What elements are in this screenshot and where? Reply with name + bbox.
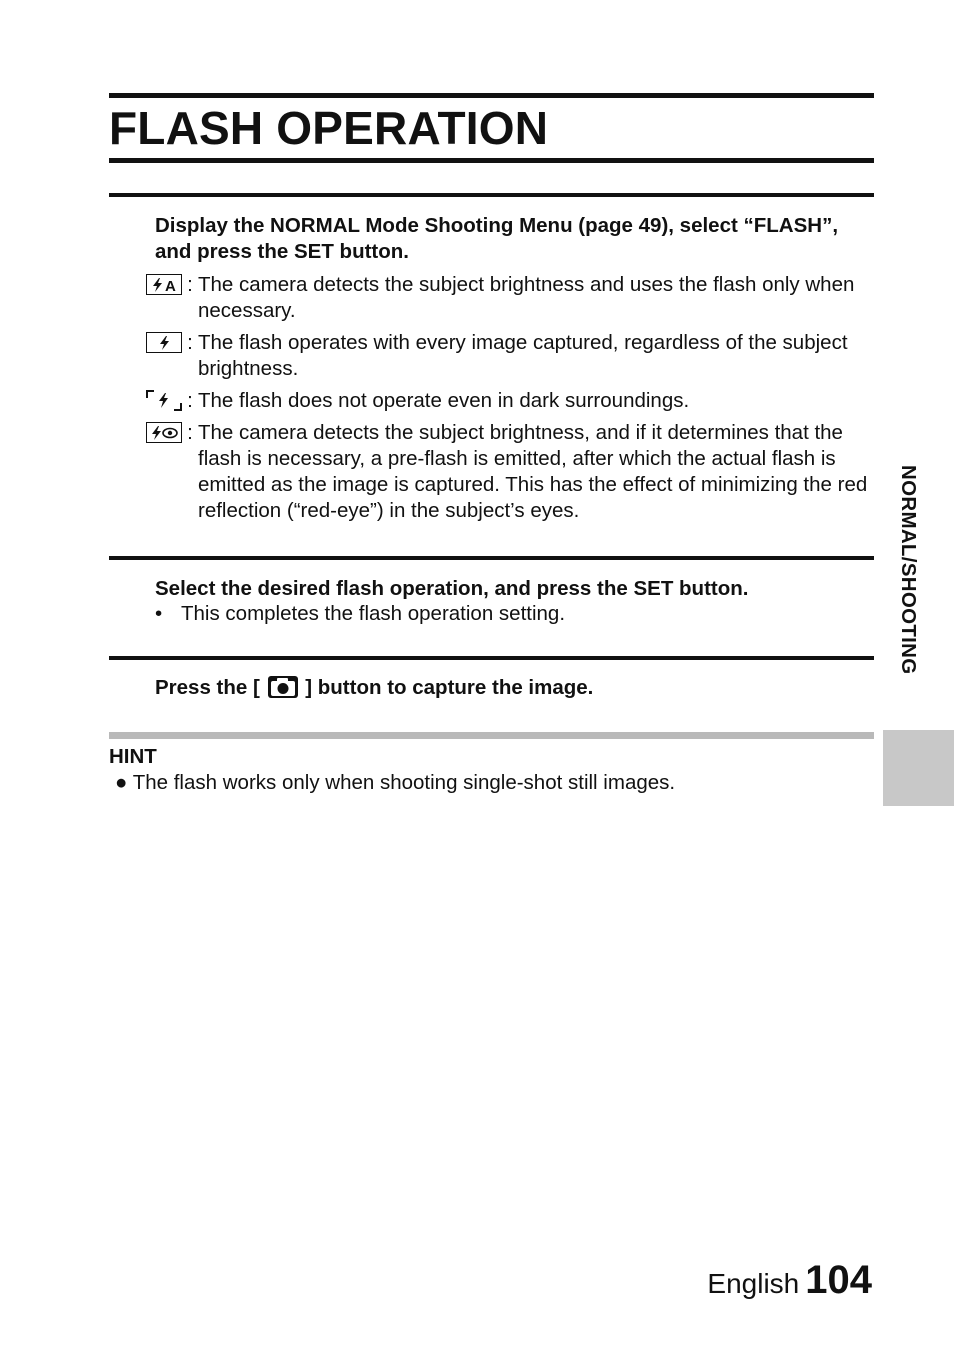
step3-heading-before: Press the [ bbox=[155, 676, 260, 699]
step2-rule bbox=[109, 556, 874, 560]
flash-forced-item: : The flash operates with every image captured, regardless of the subject brightness. bbox=[146, 330, 874, 382]
hint-title: HINT bbox=[109, 745, 157, 768]
step3-heading bbox=[155, 675, 855, 701]
flash-auto-item: A : The camera detects the subject brightness and uses the flash only when necessary. bbox=[146, 272, 874, 324]
flash-forced-icon bbox=[146, 332, 182, 353]
footer-language: English bbox=[707, 1268, 800, 1299]
step2-note-text: This completes the flash operation setting. bbox=[181, 602, 566, 625]
hint-bullet: ● bbox=[115, 771, 128, 794]
flash-forced-description: The flash operates with every image captured, regardless of the subject brightness. bbox=[198, 331, 848, 380]
camera-icon bbox=[268, 676, 298, 698]
step2-note bbox=[155, 601, 855, 627]
section-tab-label: NORMAL/SHOOTING bbox=[897, 465, 920, 675]
step1-rule bbox=[109, 193, 874, 197]
page-title: FLASH OPERATION bbox=[109, 102, 549, 154]
svg-text:A: A bbox=[165, 277, 176, 293]
flash-off-icon bbox=[146, 390, 182, 411]
step3-rule bbox=[109, 656, 874, 660]
section-tab-marker bbox=[883, 730, 954, 806]
title-rule-bottom bbox=[109, 158, 874, 163]
bullet-mark: • bbox=[155, 602, 163, 625]
step1-heading: Display the NORMAL Mode Shooting Menu (page 49), select “FLASH”, and press the SET button. bbox=[155, 214, 839, 263]
flash-off-description: The flash does not operate even in dark surroundings. bbox=[198, 389, 690, 412]
flash-off-item: : The flash does not operate even in dark surroundings. bbox=[146, 388, 874, 414]
flash-auto-description: The camera detects the subject brightness and uses the flash only when necessary. bbox=[198, 273, 855, 322]
page-footer bbox=[707, 1258, 872, 1303]
step3-heading-after: ] button to capture the image. bbox=[305, 676, 594, 699]
page-number: 104 bbox=[805, 1258, 872, 1302]
flash-red-eye-icon bbox=[146, 422, 182, 443]
hint-bar bbox=[109, 732, 874, 739]
step2-heading: Select the desired flash operation, and press the SET button. bbox=[155, 577, 749, 600]
title-rule-top bbox=[109, 93, 874, 98]
flash-red-eye-item: : The camera detects the subject brightness, and if it determines that the flash is necessary, a pre-flash is emitted, after which the actual flash is emitted as the image is captured. This has the effect of minimizing the red reflection (“red-eye”) in the subject’s eyes. bbox=[146, 420, 874, 524]
flash-auto-icon bbox=[146, 274, 182, 295]
flash-red-eye-description: The camera detects the subject brightness, and if it determines that the flash is necessary, a pre-flash is emitted, after which the actual flash is emitted as the image is captured. This has the effect of minimizing the red reflection (“red-eye”) in the subject’s eyes. bbox=[198, 421, 868, 522]
hint-item bbox=[115, 770, 675, 796]
hint-text: The flash works only when shooting single-shot still images. bbox=[132, 771, 676, 794]
